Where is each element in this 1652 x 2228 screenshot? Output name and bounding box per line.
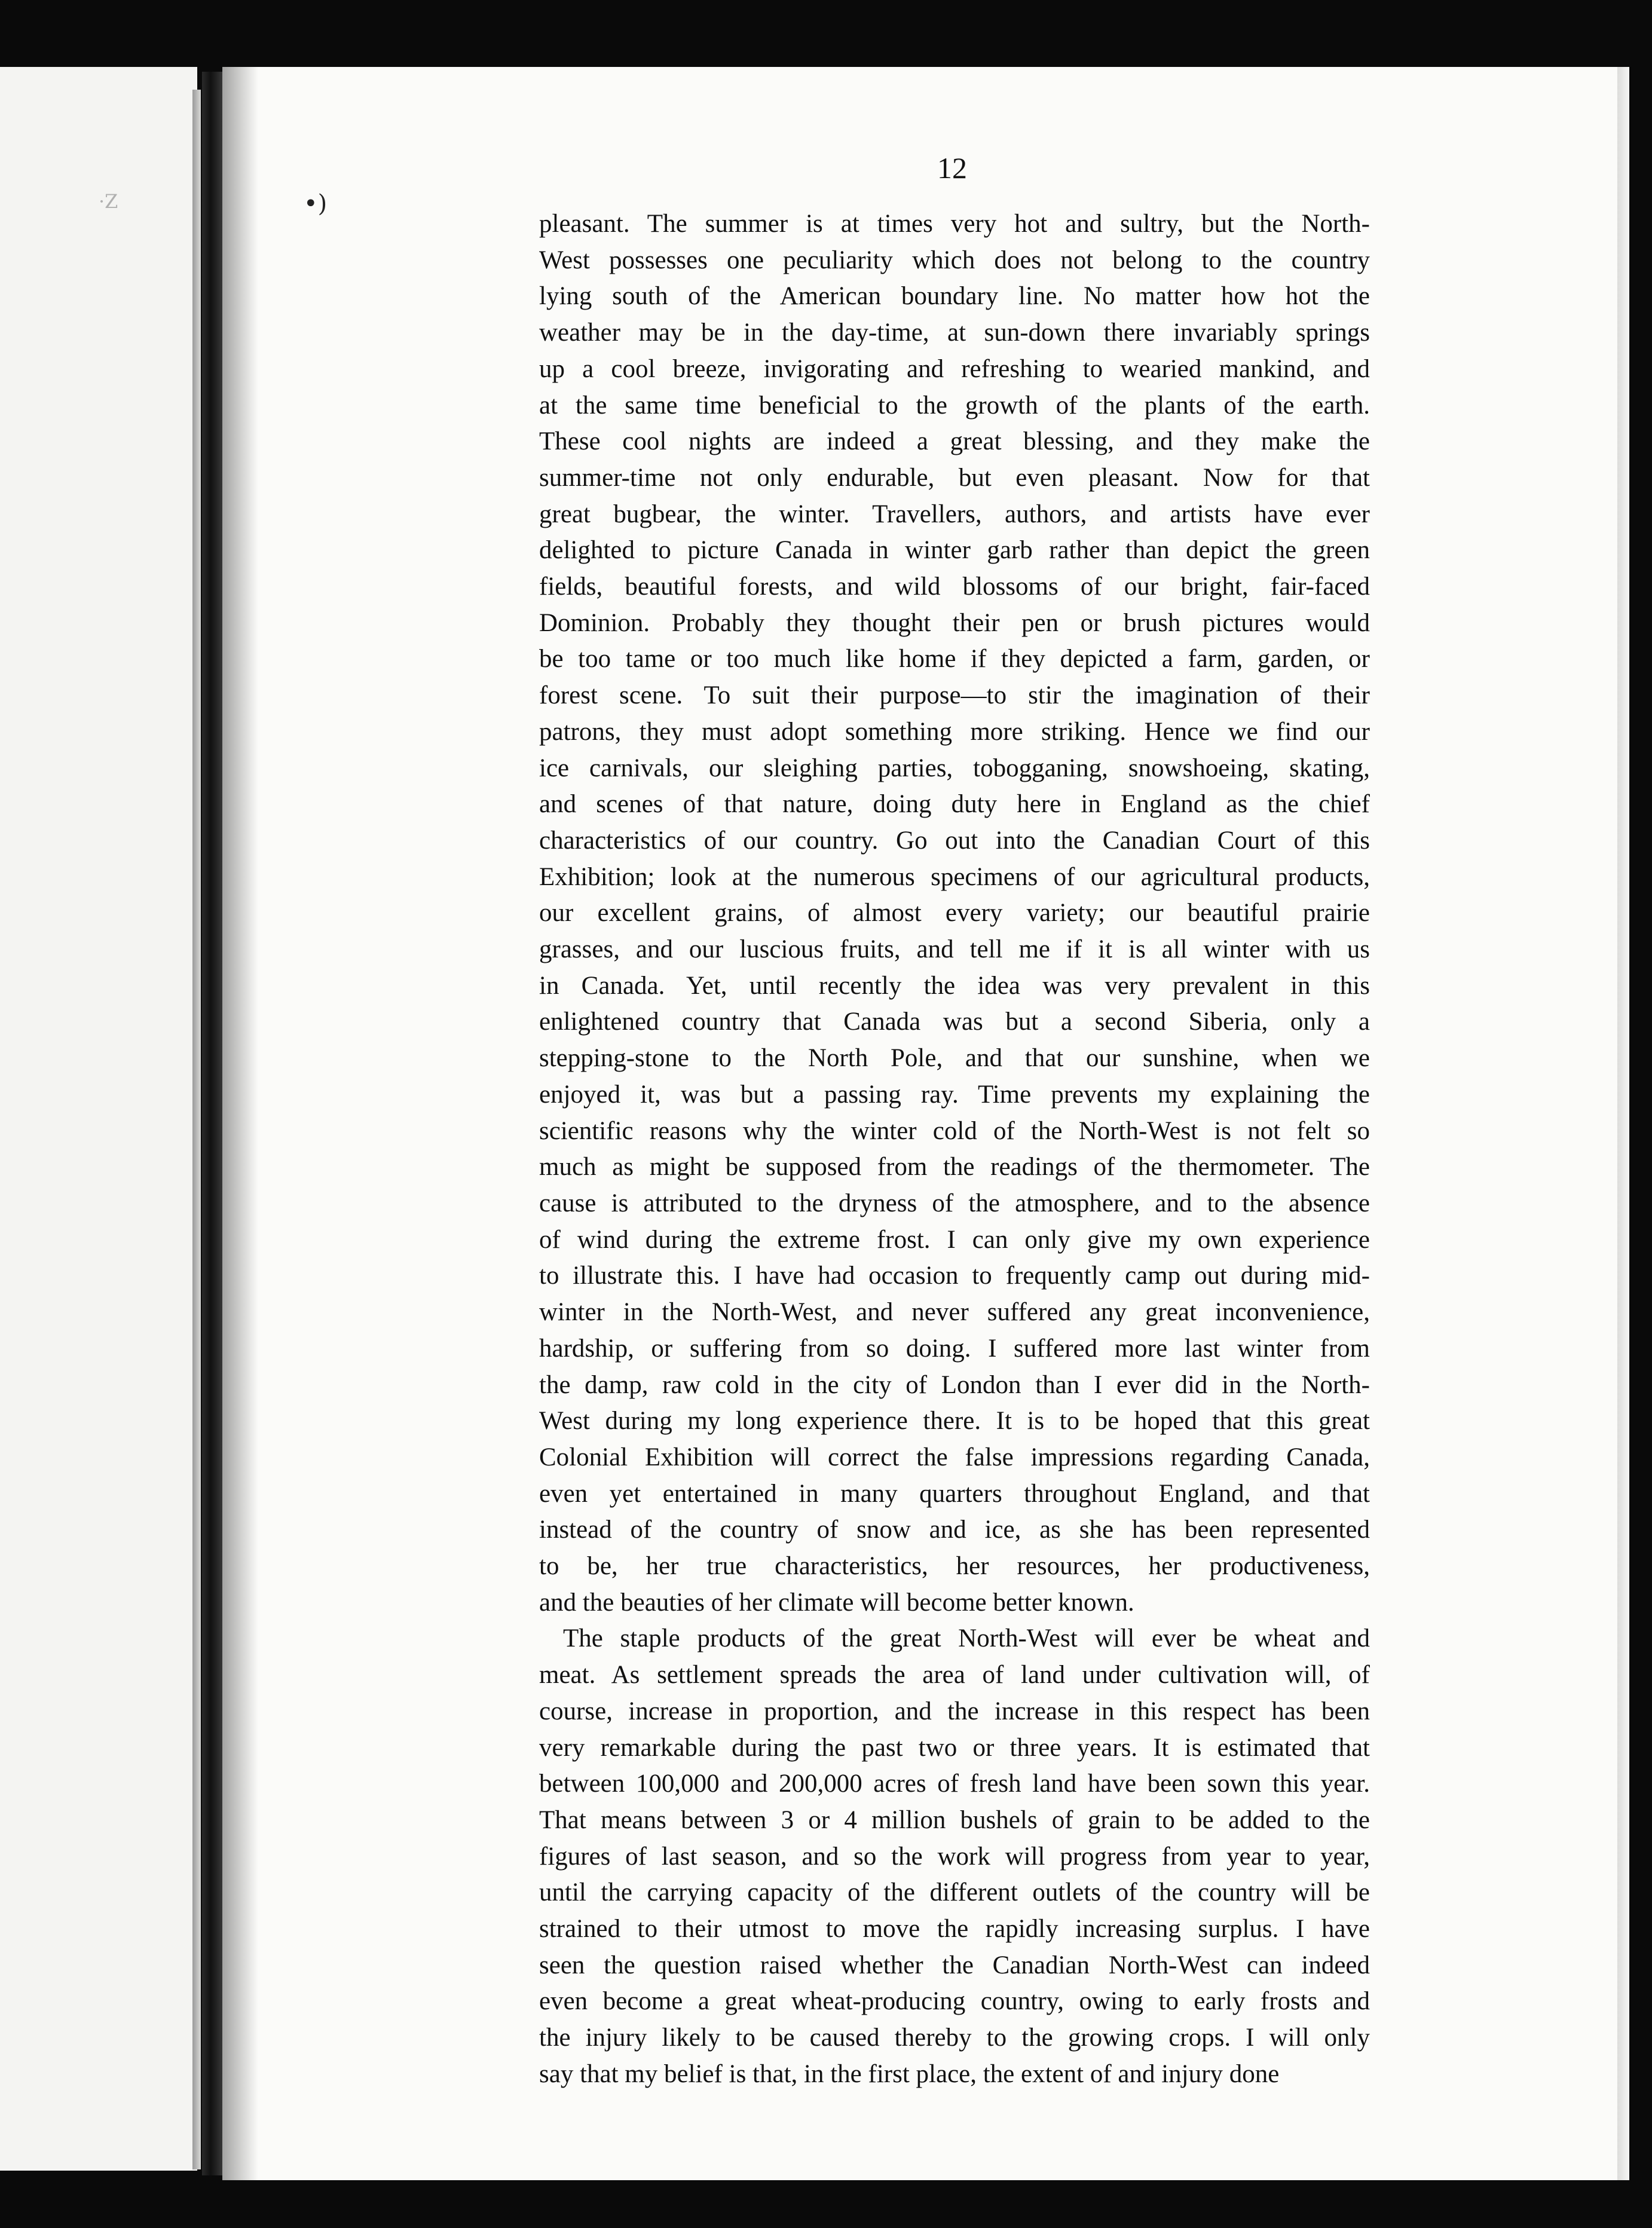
text-line: Exhibition; look at the numerous specimens of our agricultural products, xyxy=(539,862,1370,891)
text-line: delighted to picture Canada in winter garb rather than depict the green xyxy=(539,536,1370,565)
text-line: fields, beautiful forests, and wild blossoms of our bright, fair-faced xyxy=(539,573,1370,601)
book-gutter xyxy=(202,72,224,2175)
text-line: hardship, or suffering from so doing. I suffered more last winter from xyxy=(539,1334,1370,1363)
left-page-edge xyxy=(192,90,201,2169)
text-line: to be, her true characteristics, her resources, her productiveness, xyxy=(539,1552,1370,1581)
text-line: grasses, and our luscious fruits, and tell me if it is all winter with us xyxy=(539,935,1370,964)
text-line: enjoyed it, was but a passing ray. Time prevents my explaining the xyxy=(539,1080,1370,1109)
left-page-marks: ·Z xyxy=(99,190,118,213)
text-line: The staple products of the great North-West will ever be wheat and xyxy=(563,1624,1370,1653)
body-text xyxy=(539,206,1370,2093)
text-line: say that my belief is that, in the first place, the extent of and injury done xyxy=(539,2059,1280,2088)
text-line: and scenes of that nature, doing duty here in England as the chief xyxy=(539,790,1370,819)
text-line: scientific reasons why the winter cold of the North-West is not felt so xyxy=(539,1116,1370,1145)
text-line: winter in the North-West, and never suffered any great inconvenience, xyxy=(539,1298,1370,1327)
text-line: These cool nights are indeed a great blessing, and they make the xyxy=(539,427,1370,456)
text-line: That means between 3 or 4 million bushels of grain to be added to the xyxy=(539,1805,1370,1834)
text-line: instead of the country of snow and ice, as she has been represented xyxy=(539,1516,1370,1544)
text-line: weather may be in the day-time, at sun-down there invariably springs xyxy=(539,319,1370,347)
text-line: figures of last season, and so the work will progress from year to year, xyxy=(539,1842,1370,1871)
text-line: course, increase in proportion, and the increase in this respect has been xyxy=(539,1697,1370,1725)
text-line: Dominion. Probably they thought their pen or brush pictures would xyxy=(539,608,1370,637)
text-line: much as might be supposed from the readings of the thermometer. The xyxy=(539,1153,1370,1182)
text-line: meat. As settlement spreads the area of land under cultivation will, of xyxy=(539,1661,1370,1690)
text-line: and the beauties of her climate will become better known. xyxy=(539,1588,1134,1617)
text-line: ice carnivals, our sleighing parties, tobogganing, snowshoeing, skating, xyxy=(539,754,1370,782)
text-line: cause is attributed to the dryness of the atmosphere, and to the absence xyxy=(539,1189,1370,1217)
text-line: in Canada. Yet, until recently the idea was very prevalent in this xyxy=(539,971,1370,1000)
page-shadow xyxy=(222,67,258,2180)
text-line: even yet entertained in many quarters throughout England, and that xyxy=(539,1479,1370,1508)
margin-mark: •) xyxy=(304,190,328,218)
text-line: West during my long experience there. It is to be hoped that this great xyxy=(539,1407,1370,1436)
text-line: our excellent grains, of almost every variety; our beautiful prairie xyxy=(539,899,1370,928)
text-line: to illustrate this. I have had occasion to frequently camp out during mid- xyxy=(539,1262,1370,1290)
text-line: the injury likely to be caused thereby to the growing crops. I will only xyxy=(539,2024,1370,2052)
text-line: be too tame or too much like home if they depicted a farm, garden, or xyxy=(539,645,1370,674)
text-line: patrons, they must adopt something more striking. Hence we find our xyxy=(539,717,1370,746)
text-line: pleasant. The summer is at times very hot and sultry, but the North- xyxy=(539,210,1370,238)
text-line: strained to their utmost to move the rapidly increasing surplus. I have xyxy=(539,1915,1370,1944)
text-line: very remarkable during the past two or three years. It is estimated that xyxy=(539,1733,1370,1762)
text-line: forest scene. To suit their purpose—to stir the imagination of their xyxy=(539,681,1370,710)
text-line: until the carrying capacity of the different outlets of the country will be xyxy=(539,1878,1370,1907)
text-line: even become a great wheat-producing country, owing to early frosts and xyxy=(539,1987,1370,2016)
text-line: enlightened country that Canada was but a second Siberia, only a xyxy=(539,1008,1370,1036)
text-line: lying south of the American boundary line. No matter how hot the xyxy=(539,282,1370,311)
text-line: seen the question raised whether the Canadian North-West can indeed xyxy=(539,1951,1370,1979)
text-line: up a cool breeze, invigorating and refreshing to wearied mankind, and xyxy=(539,354,1370,383)
left-adjoining-page xyxy=(0,67,197,2171)
text-line: characteristics of our country. Go out into the Canadian Court of this xyxy=(539,826,1370,855)
text-line: of wind during the extreme frost. I can only give my own experience xyxy=(539,1225,1370,1254)
text-line: the damp, raw cold in the city of London than I ever did in the North- xyxy=(539,1370,1370,1399)
text-line: stepping-stone to the North Pole, and that our sunshine, when we xyxy=(539,1044,1370,1073)
text-line: West possesses one peculiarity which does not belong to the country xyxy=(539,246,1370,274)
text-line: at the same time beneficial to the growth of the plants of the earth. xyxy=(539,391,1370,420)
paragraph xyxy=(539,1621,1370,2092)
text-line: great bugbear, the winter. Travellers, authors, and artists have ever xyxy=(539,500,1370,528)
paragraph xyxy=(539,206,1370,1621)
text-line: between 100,000 and 200,000 acres of fresh land have been sown this year. xyxy=(539,1770,1370,1798)
page-number: 12 xyxy=(937,151,967,185)
text-line: Colonial Exhibition will correct the false impressions regarding Canada, xyxy=(539,1443,1370,1471)
text-line: summer-time not only endurable, but even pleasant. Now for that xyxy=(539,463,1370,492)
right-page-edge xyxy=(1617,67,1629,2180)
